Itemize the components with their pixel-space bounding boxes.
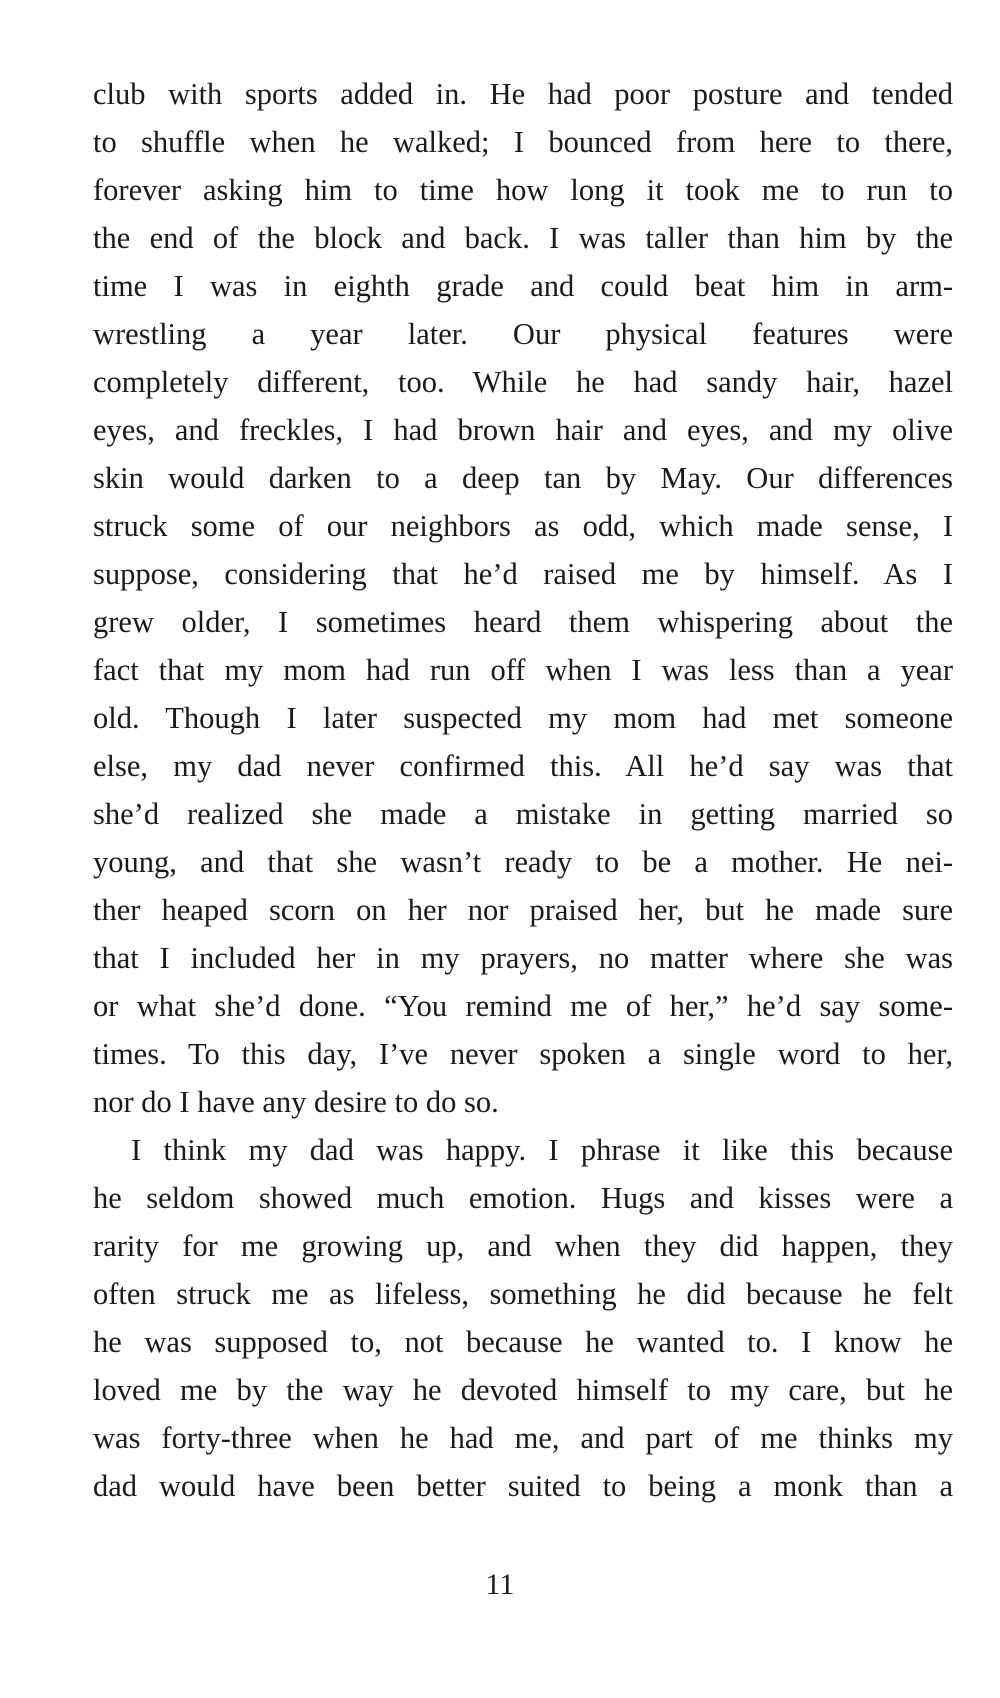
text-line: to shuffle when he walked; I bounced from here to there, xyxy=(93,125,953,159)
text-line: I think my dad was happy. I phrase it like this because xyxy=(131,1133,953,1167)
text-line: else, my dad never confirmed this. All he’d say was that xyxy=(93,749,953,783)
text-line: nor do I have any desire to do so. xyxy=(93,1085,499,1119)
text-line: he seldom showed much emotion. Hugs and kisses were a xyxy=(93,1181,953,1215)
text-line: grew older, I sometimes heard them whispering about the xyxy=(93,605,953,639)
text-line: skin would darken to a deep tan by May. Our differences xyxy=(93,461,953,495)
text-line: fact that my mom had run off when I was less than a year xyxy=(93,653,953,687)
text-line: completely different, too. While he had sandy hair, hazel xyxy=(93,365,953,399)
body-text xyxy=(93,70,953,1510)
text-line: she’d realized she made a mistake in getting married so xyxy=(93,797,953,831)
text-line: often struck me as lifeless, something he did because he felt xyxy=(93,1277,953,1311)
text-line: he was supposed to, not because he wanted to. I know he xyxy=(93,1325,953,1359)
text-line: struck some of our neighbors as odd, which made sense, I xyxy=(93,509,953,543)
text-line: eyes, and freckles, I had brown hair and eyes, and my olive xyxy=(93,413,953,447)
text-line: old. Though I later suspected my mom had met someone xyxy=(93,701,953,735)
text-line: wrestling a year later. Our physical features were xyxy=(93,317,953,351)
text-line: times. To this day, I’ve never spoken a single word to her, xyxy=(93,1037,953,1071)
text-line: time I was in eighth grade and could beat him in arm- xyxy=(93,269,953,303)
text-line: rarity for me growing up, and when they did happen, they xyxy=(93,1229,953,1263)
text-line: loved me by the way he devoted himself to my care, but he xyxy=(93,1373,953,1407)
text-line: club with sports added in. He had poor posture and tended xyxy=(93,77,953,111)
text-line: young, and that she wasn’t ready to be a mother. He nei- xyxy=(93,845,953,879)
page-number: 11 xyxy=(485,1568,515,1601)
text-line: ther heaped scorn on her nor praised her, but he made sure xyxy=(93,893,953,927)
text-line: or what she’d done. “You remind me of her,” he’d say some- xyxy=(93,989,953,1023)
text-line: was forty-three when he had me, and part of me thinks my xyxy=(93,1421,953,1455)
paragraph xyxy=(93,1126,953,1510)
text-line: forever asking him to time how long it took me to run to xyxy=(93,173,953,207)
text-line: the end of the block and back. I was taller than him by the xyxy=(93,221,953,255)
text-line: suppose, considering that he’d raised me by himself. As I xyxy=(93,557,953,591)
text-line: that I included her in my prayers, no matter where she was xyxy=(93,941,953,975)
paragraph xyxy=(93,70,953,1126)
text-line: dad would have been better suited to being a monk than a xyxy=(93,1469,953,1503)
